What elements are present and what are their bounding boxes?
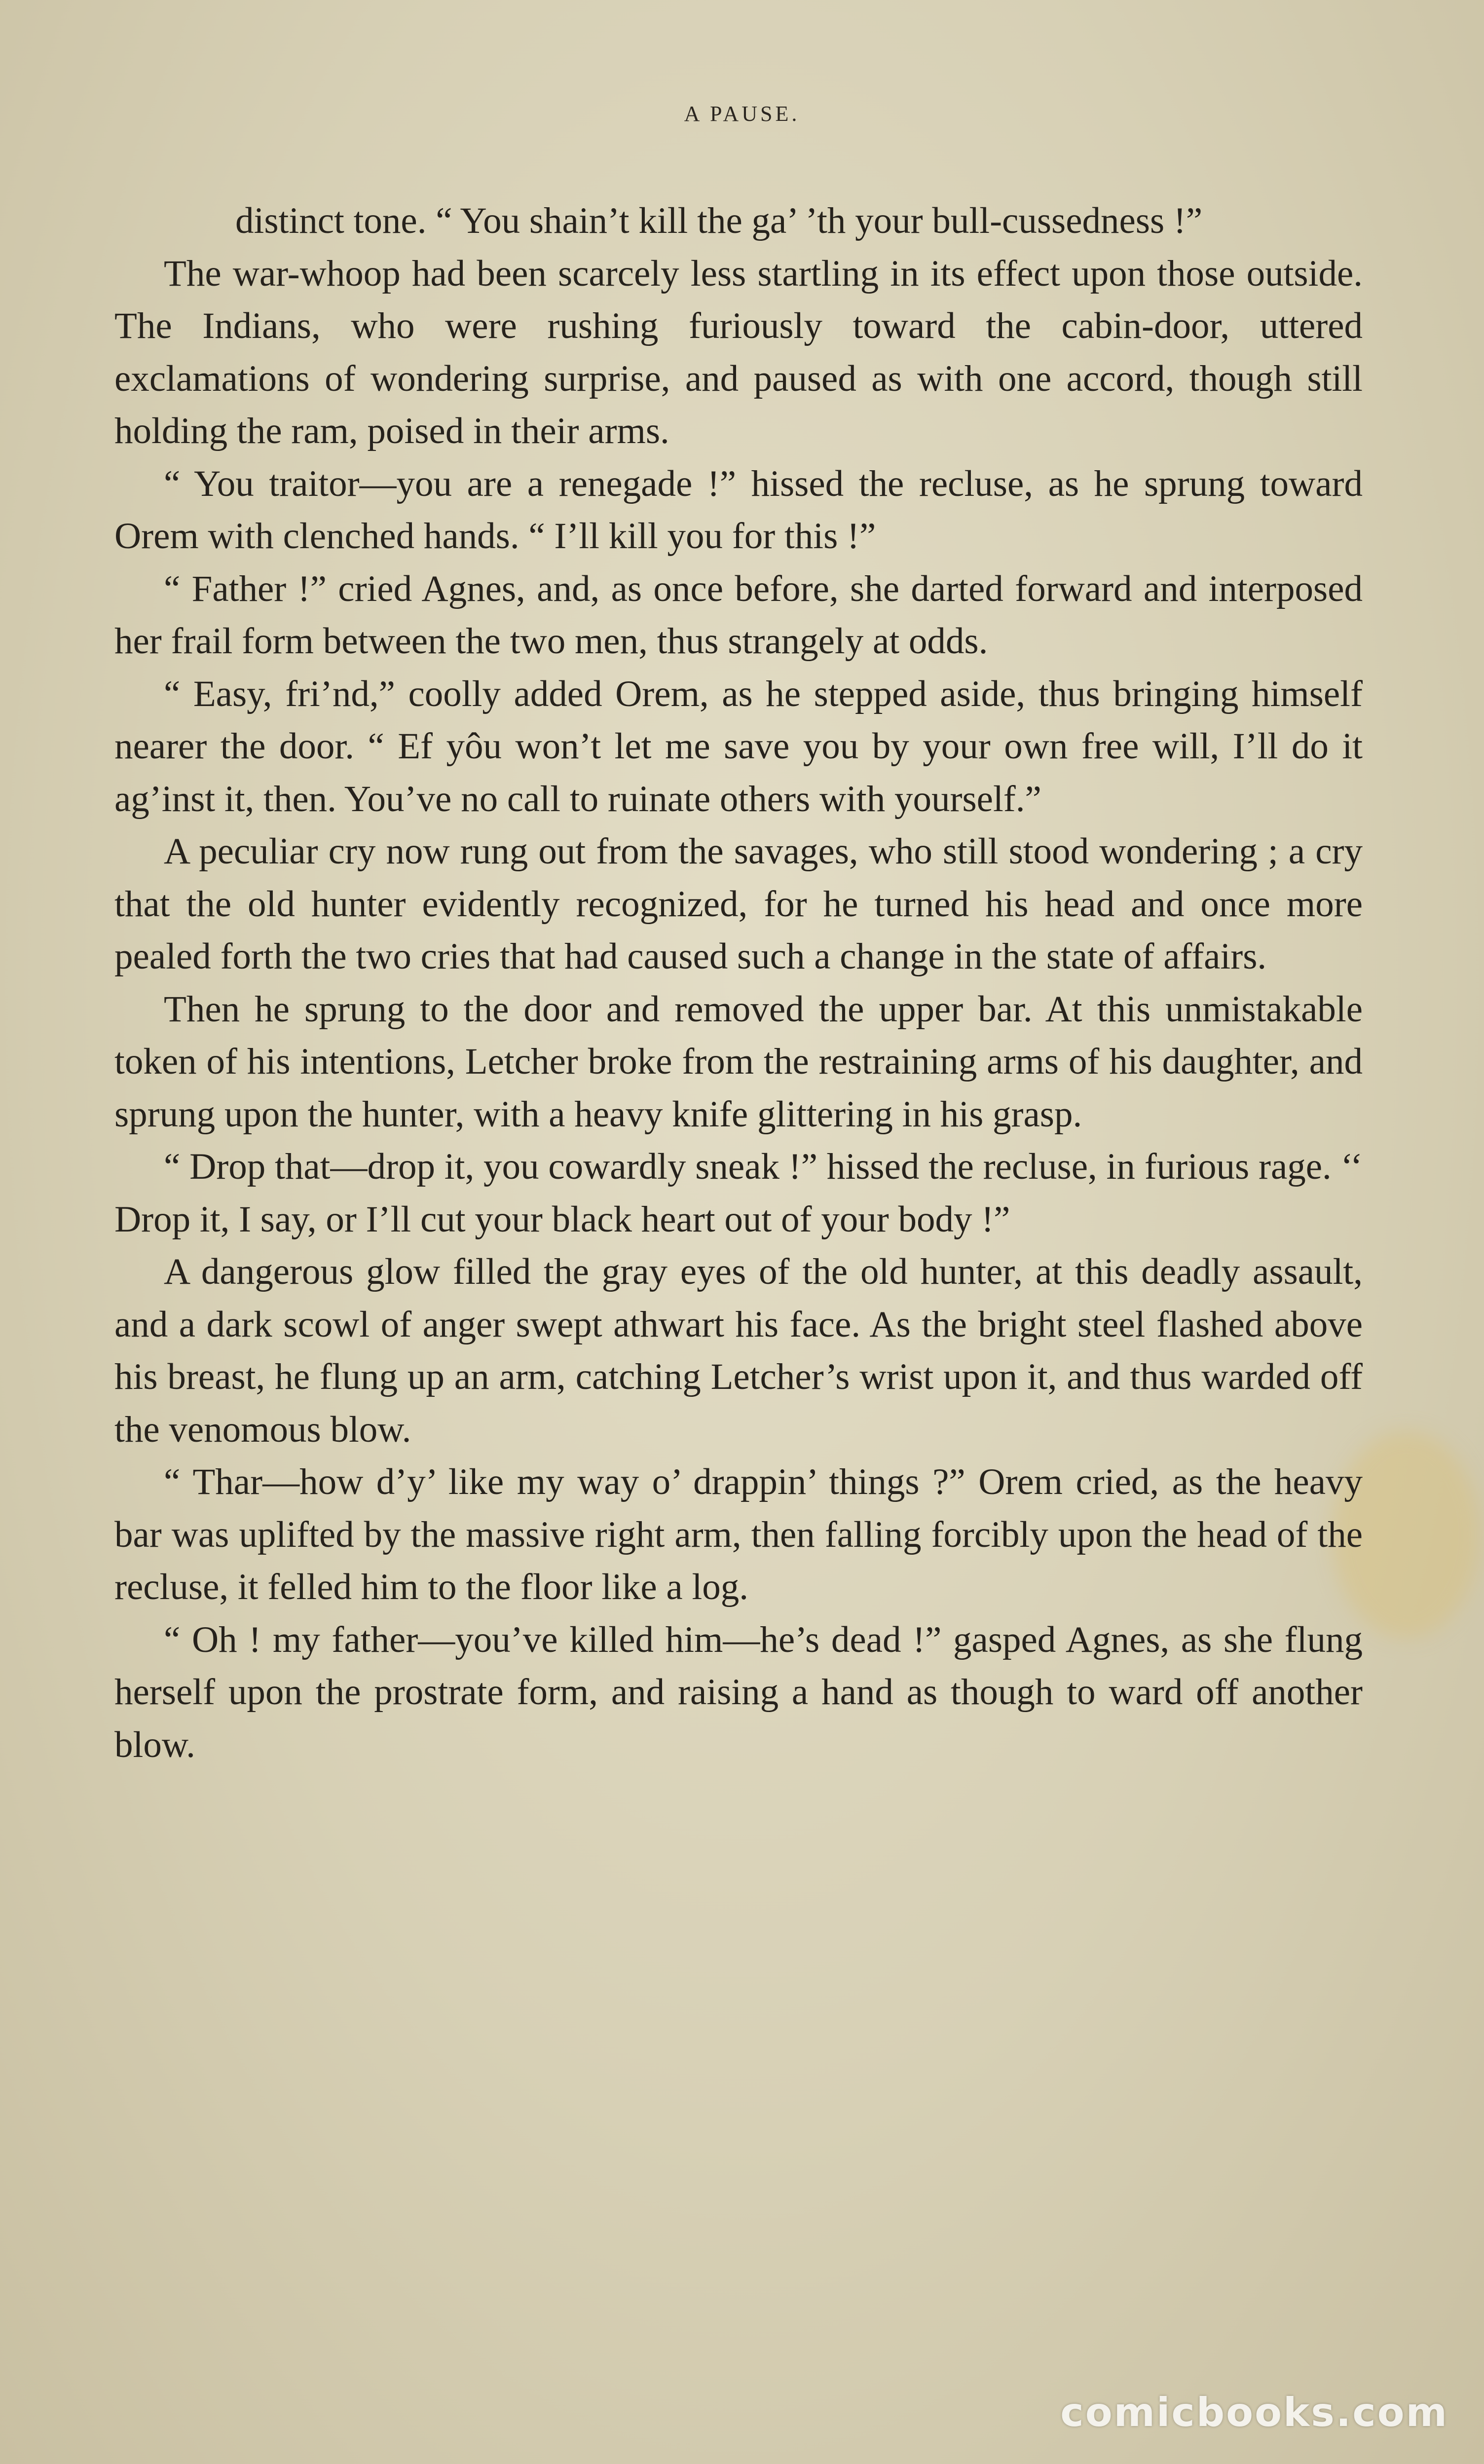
- paragraph: “ Father !” cried Agnes, and, as once before, she darted forward and interposed her frail form between the two men, thus strangely at odds.: [114, 568, 1363, 662]
- body-text: [114, 195, 1363, 1771]
- paragraph: A peculiar cry now rung out from the savages, who still stood wondering ; a cry that the old hunter evidently recognized, for he turned his head and once more pealed forth the two cries that had caused such a change in the state of affairs.: [114, 831, 1363, 977]
- running-head: A PAUSE.: [684, 102, 800, 126]
- paragraph: “ Oh ! my father—you’ve killed him—he’s dead !” gasped Agnes, as she flung herself upon the prostrate form, and raising a hand as though to ward off another blow.: [114, 1619, 1363, 1765]
- paragraph: A dangerous glow filled the gray eyes of the old hunter, at this deadly assault, and a dark scowl of anger swept athwart his face. As the bright steel flashed above his breast, he flung up an arm, catching Letcher’s wrist upon it, and thus warded off the venomous blow.: [114, 1251, 1363, 1450]
- paragraph: Then he sprung to the door and removed the upper bar. At this unmistakable token of his intentions, Letcher broke from the restraining arms of his daughter, and sprung upon the hunter, with a heavy knife glittering in his grasp.: [114, 988, 1363, 1135]
- paragraph: “ Easy, fri’nd,” coolly added Orem, as he stepped aside, thus bringing himself nearer the door. “ Ef yôu won’t let me save you by your own free will, I’ll do it ag’inst it, then. You’ve no call to ruinate others with yourself.”: [114, 673, 1363, 820]
- watermark: comicbooks.com: [1060, 2389, 1448, 2435]
- paragraph: “ Thar—how d’y’ like my way o’ drappin’ things ?” Orem cried, as the heavy bar was uplifted by the massive right arm, then falling forcibly upon the head of the recluse, it felled him to the floor like a log.: [114, 1461, 1363, 1607]
- paragraph: “ Drop that—drop it, you cowardly sneak !” hissed the recluse, in furious rage. ‘‘ Drop it, I say, or I’ll cut your black heart out of your body !”: [114, 1146, 1363, 1240]
- paragraph: distinct tone. “ You shain’t kill the ga’ ’th your bull-cussedness !”: [235, 200, 1203, 241]
- paragraph: “ You traitor—you are a renegade !” hissed the recluse, as he sprung toward Orem with clenched hands. “ I’ll kill you for this !”: [114, 463, 1363, 557]
- paragraph: The war-whoop had been scarcely less startling in its effect upon those outside. The Indians, who were rushing furiously toward the cabin-door, uttered exclamations of wondering surprise, and paused as with one accord, though still holding the ram, poised in their arms.: [114, 253, 1363, 451]
